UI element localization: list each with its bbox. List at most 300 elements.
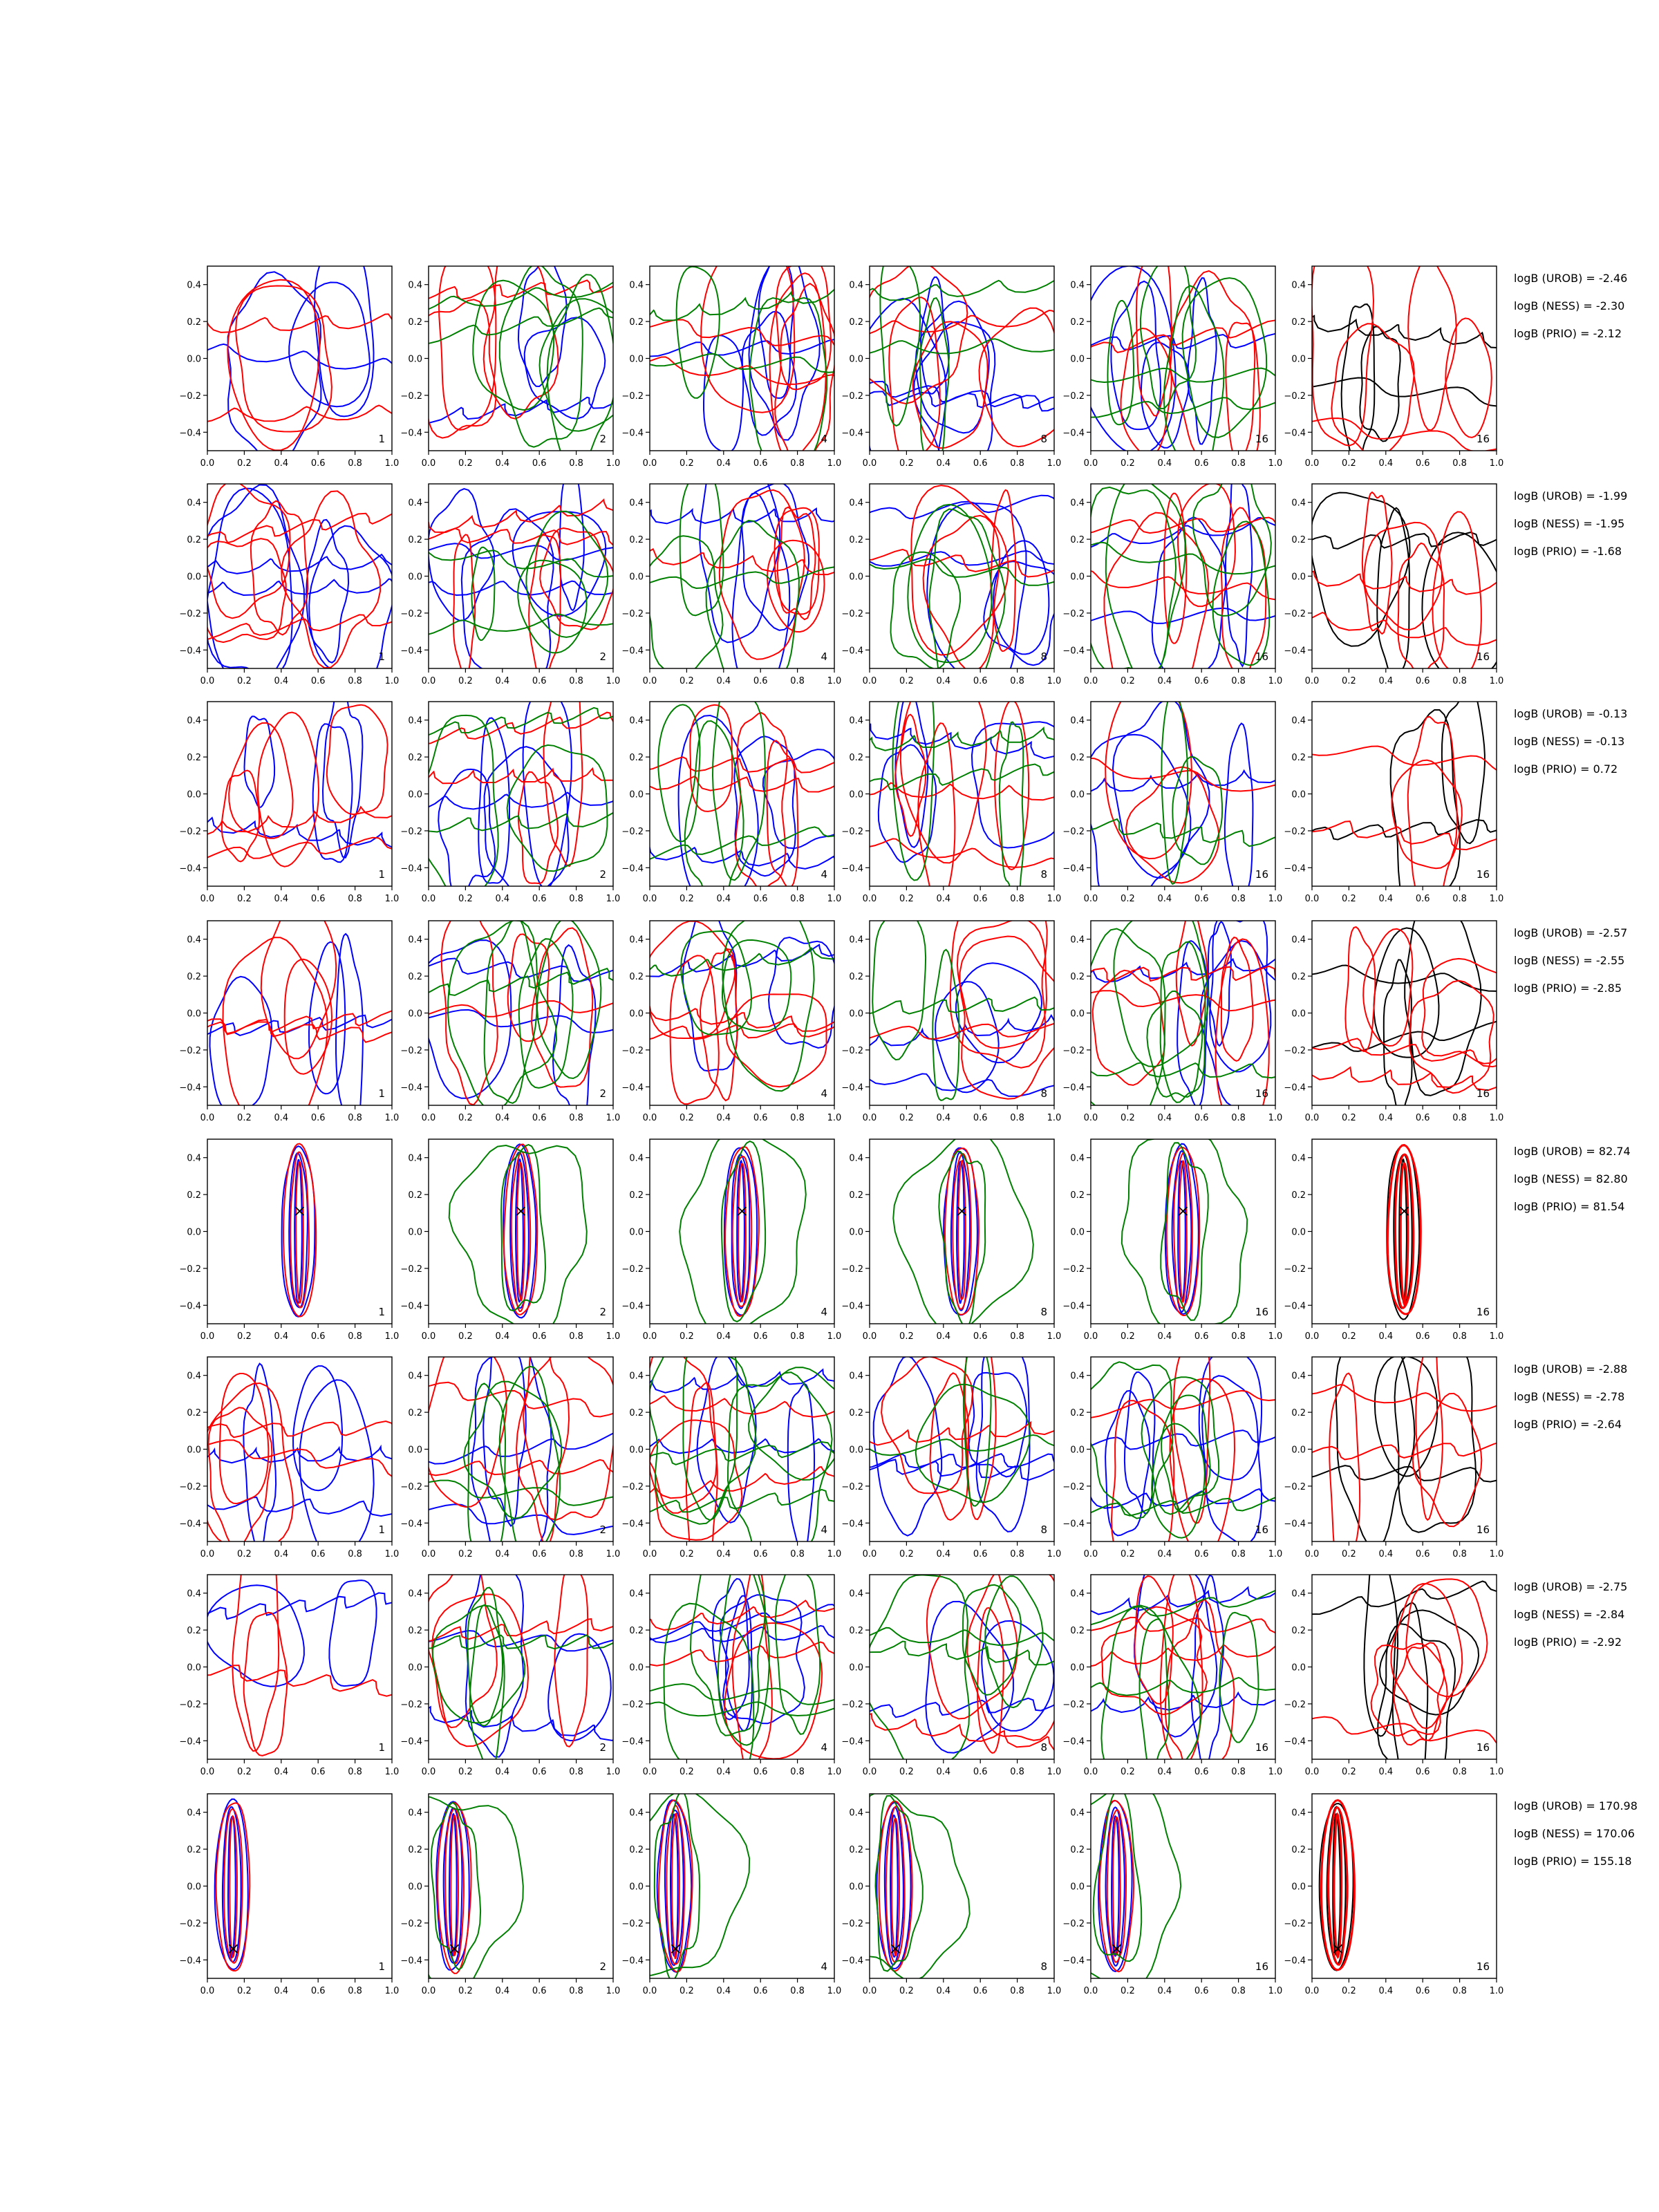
x-tick-label: 0.2: [1121, 1113, 1135, 1123]
panel-r7-c3: [621, 1532, 847, 1788]
x-tick-label: 0.8: [348, 1331, 362, 1342]
x-tick-label: 0.4: [716, 458, 731, 469]
axes-frame: [429, 702, 613, 886]
panel-corner-label: 2: [599, 1741, 606, 1754]
y-tick-label: 0.4: [1070, 1588, 1085, 1600]
panel-corner-label: 8: [1040, 1087, 1047, 1100]
y-tick-label: −0.2: [1284, 608, 1306, 619]
y-tick-label: −0.4: [621, 1736, 644, 1747]
red-contour: [991, 490, 1015, 651]
y-tick-label: 0.0: [1070, 1662, 1085, 1674]
x-tick-label: 0.4: [495, 1549, 510, 1559]
y-tick-label: 0.0: [187, 1882, 201, 1893]
y-tick-label: −0.4: [841, 1301, 863, 1312]
x-tick-label: 0.8: [1010, 1767, 1024, 1777]
panel-corner-label: 8: [1040, 1306, 1047, 1318]
x-tick-label: 1.0: [827, 894, 842, 904]
y-tick-label: 0.0: [629, 354, 644, 365]
panel-r6-c1: [179, 1357, 404, 1562]
blue-contour: [417, 543, 625, 560]
x-tick-label: 0.0: [1083, 894, 1098, 904]
x-tick-label: 0.8: [790, 1113, 805, 1123]
y-tick-label: 0.4: [1291, 1153, 1306, 1164]
contour-group: [641, 451, 849, 698]
blue-contour: [863, 1070, 1059, 1096]
contour-group: [638, 1532, 848, 1788]
x-tick-label: 0.2: [237, 458, 252, 469]
contour-group: [858, 1542, 1076, 1773]
x-tick-label: 0.6: [973, 458, 988, 469]
x-tick-label: 0.8: [1231, 1331, 1246, 1342]
axes-frame: [1091, 702, 1275, 886]
red-contour: [1300, 747, 1497, 771]
red-contour: [532, 928, 592, 1087]
panel-corner-label: 4: [821, 1741, 827, 1754]
y-tick-label: 0.0: [187, 1662, 201, 1674]
y-tick-label: 0.4: [187, 498, 201, 509]
y-tick-label: 0.2: [408, 317, 422, 328]
x-tick-label: 0.8: [790, 1767, 805, 1777]
x-tick-label: 0.2: [1121, 1767, 1135, 1777]
x-tick-label: 1.0: [606, 1549, 621, 1559]
y-tick-label: −0.2: [1062, 1264, 1085, 1275]
y-tick-label: 0.0: [849, 572, 863, 583]
x-tick-label: 0.2: [899, 1767, 914, 1777]
y-tick-label: −0.2: [1062, 1481, 1085, 1492]
x-tick-label: 0.6: [310, 1113, 326, 1123]
y-tick-label: −0.2: [621, 1045, 644, 1056]
blue-contour: [858, 1698, 1065, 1718]
x-tick-label: 0.2: [899, 894, 914, 904]
x-tick-label: 0.0: [421, 1986, 436, 1996]
red-contour: [1445, 318, 1492, 438]
x-tick-label: 0.2: [458, 894, 473, 904]
y-tick-label: −0.2: [179, 1918, 201, 1929]
panel-corner-label: 4: [821, 650, 827, 663]
blue-contour: [1080, 266, 1176, 455]
x-tick-label: 0.4: [716, 1331, 731, 1342]
x-tick-label: 0.2: [899, 676, 914, 686]
red-contour: [639, 1342, 717, 1512]
y-tick-label: −0.4: [621, 428, 644, 439]
x-tick-label: 0.8: [1231, 1767, 1246, 1777]
panel-r8-c3: [610, 1790, 842, 1996]
log-bayes-urob-row-1: logB (UROB) = -2.46: [1514, 272, 1628, 285]
x-tick-label: 0.8: [1010, 676, 1024, 686]
y-tick-label: 0.2: [1070, 972, 1085, 983]
x-tick-label: 0.8: [348, 1549, 362, 1559]
blue-contour: [421, 395, 627, 423]
panel-corner-label: 16: [1476, 1087, 1490, 1100]
x-tick-label: 0.4: [495, 894, 510, 904]
y-tick-label: −0.2: [841, 1045, 863, 1056]
y-tick-label: −0.4: [400, 1956, 422, 1967]
y-tick-label: −0.4: [1062, 428, 1085, 439]
contour-group: [863, 661, 1069, 918]
panel-r1-c6: [1284, 247, 1503, 469]
x-tick-label: 0.2: [1342, 458, 1356, 469]
x-tick-label: 0.0: [1083, 1113, 1098, 1123]
red-contour: [645, 776, 847, 792]
y-tick-label: −0.4: [1284, 863, 1306, 874]
y-tick-label: −0.2: [1062, 1045, 1085, 1056]
x-tick-label: 0.6: [532, 458, 547, 469]
log-bayes-urob-row-6: logB (UROB) = -2.88: [1514, 1362, 1628, 1376]
x-tick-label: 0.0: [862, 894, 877, 904]
x-tick-label: 0.2: [899, 458, 914, 469]
contour-group: [637, 897, 848, 1104]
blue-contour: [289, 283, 370, 407]
y-tick-label: −0.2: [1062, 826, 1085, 837]
x-tick-label: 1.0: [1047, 458, 1062, 469]
blue-contour: [1210, 912, 1271, 1071]
x-tick-label: 0.0: [200, 1113, 215, 1123]
x-tick-label: 0.8: [1452, 458, 1467, 469]
y-tick-label: −0.4: [400, 428, 422, 439]
panel-corner-label: 2: [599, 1306, 606, 1318]
y-tick-label: 0.4: [408, 1808, 422, 1819]
x-tick-label: 1.0: [1047, 1331, 1062, 1342]
x-tick-label: 0.2: [679, 1113, 694, 1123]
log-bayes-prio-row-1: logB (PRIO) = -2.12: [1514, 327, 1622, 340]
red-contour: [724, 1623, 822, 1759]
panel-r5-c3: [621, 1129, 841, 1342]
panel-r3-c5: [1062, 675, 1288, 918]
y-tick-label: −0.2: [841, 608, 863, 619]
log-bayes-prio-row-4: logB (PRIO) = -2.85: [1514, 982, 1622, 995]
panel-r7-c4: [841, 1542, 1076, 1778]
x-tick-label: 0.6: [1194, 894, 1209, 904]
x-tick-label: 1.0: [1047, 1549, 1062, 1559]
panel-corner-label: 4: [821, 1087, 827, 1100]
panel-r3-c1: [179, 680, 405, 904]
x-tick-label: 0.8: [1231, 1986, 1246, 1996]
y-tick-label: −0.4: [621, 1301, 644, 1312]
x-tick-label: 0.4: [1157, 894, 1172, 904]
y-tick-label: 0.4: [849, 1371, 863, 1382]
axes-frame: [207, 484, 392, 668]
y-tick-label: 0.2: [1070, 1408, 1085, 1419]
green-contour: [448, 921, 556, 1112]
panel-corner-label: 1: [378, 1741, 385, 1754]
panel-corner-label: 16: [1476, 433, 1490, 445]
panel-r2-c4: [841, 484, 1068, 693]
y-tick-label: 0.4: [408, 1371, 422, 1382]
y-tick-label: 0.0: [408, 789, 422, 800]
axes-frame: [429, 1357, 613, 1541]
log-bayes-ness-row-4: logB (NESS) = -2.55: [1514, 954, 1625, 967]
x-tick-label: 0.8: [1452, 1986, 1467, 1996]
contour-group: [415, 889, 625, 1128]
panel-r2-c5: [1062, 460, 1283, 705]
x-tick-label: 0.2: [237, 1331, 252, 1342]
x-tick-label: 0.4: [274, 1113, 289, 1123]
x-tick-label: 0.6: [310, 894, 326, 904]
y-tick-label: −0.4: [621, 646, 644, 657]
x-tick-label: 0.4: [936, 1986, 951, 1996]
x-tick-label: 0.6: [532, 1549, 547, 1559]
x-tick-label: 0.0: [1083, 676, 1098, 686]
x-tick-label: 0.2: [458, 1986, 473, 1996]
y-tick-label: 0.4: [408, 498, 422, 509]
y-tick-label: −0.4: [400, 1082, 422, 1094]
x-tick-label: 0.0: [421, 1331, 436, 1342]
y-tick-label: 0.0: [408, 1882, 422, 1893]
x-tick-label: 0.4: [495, 1767, 510, 1777]
red-contour: [290, 1152, 309, 1308]
panel-corner-label: 8: [1040, 868, 1047, 881]
x-tick-label: 0.0: [642, 1986, 657, 1996]
black-contour: [1312, 316, 1503, 348]
x-tick-label: 0.4: [1378, 1549, 1394, 1559]
y-tick-label: −0.2: [621, 1699, 644, 1710]
log-bayes-ness-row-8: logB (NESS) = 170.06: [1514, 1827, 1635, 1840]
contour-group: [416, 1322, 627, 1570]
y-tick-label: −0.2: [1284, 826, 1306, 837]
x-tick-label: 0.4: [495, 676, 510, 686]
y-tick-label: 0.2: [629, 317, 644, 328]
x-tick-label: 1.0: [1268, 1113, 1283, 1123]
x-tick-label: 0.0: [1304, 676, 1320, 686]
y-tick-label: −0.2: [179, 608, 201, 619]
contour-group: [194, 895, 406, 1145]
contour-group: [1300, 687, 1501, 912]
green-contour: [1078, 819, 1285, 846]
x-tick-label: 0.2: [1121, 1331, 1135, 1342]
blue-contour: [207, 554, 393, 574]
red-contour: [727, 994, 827, 1087]
y-tick-label: 0.4: [849, 280, 863, 291]
y-tick-label: −0.4: [400, 1519, 422, 1530]
y-tick-label: −0.2: [1284, 1481, 1306, 1492]
red-contour: [637, 1022, 848, 1040]
y-tick-label: 0.2: [629, 1626, 644, 1637]
y-tick-label: 0.2: [849, 972, 863, 983]
x-tick-label: 0.0: [642, 1113, 657, 1123]
y-tick-label: −0.2: [400, 1699, 422, 1710]
log-bayes-prio-row-3: logB (PRIO) = 0.72: [1514, 762, 1618, 776]
x-tick-label: 1.0: [606, 676, 621, 686]
panel-r2-c6: [1284, 484, 1507, 686]
axes-frame: [207, 921, 392, 1105]
y-tick-label: 0.2: [1070, 1626, 1085, 1637]
y-tick-label: 0.0: [187, 1227, 201, 1238]
y-tick-label: 0.2: [849, 535, 863, 546]
panel-corner-label: 16: [1255, 1306, 1268, 1318]
y-tick-label: 0.0: [849, 1445, 863, 1456]
y-tick-label: 0.0: [408, 354, 422, 365]
log-bayes-urob-row-5: logB (UROB) = 82.74: [1514, 1145, 1631, 1158]
green-contour: [1087, 1062, 1284, 1078]
axes-frame: [650, 702, 834, 886]
red-contour: [202, 807, 405, 837]
x-tick-label: 0.0: [642, 458, 657, 469]
x-tick-label: 0.4: [936, 894, 951, 904]
x-tick-label: 0.6: [1415, 1549, 1430, 1559]
x-tick-label: 0.2: [237, 894, 252, 904]
y-tick-label: 0.2: [1070, 1845, 1085, 1856]
y-tick-label: −0.4: [179, 863, 201, 874]
panel-corner-label: 1: [378, 433, 385, 445]
panel-corner-label: 2: [599, 1087, 606, 1100]
contour-group: [636, 1306, 856, 1585]
y-tick-label: 0.2: [187, 753, 201, 764]
y-tick-label: −0.4: [400, 646, 422, 657]
red-contour: [1170, 271, 1255, 461]
y-tick-label: 0.2: [629, 1190, 644, 1201]
y-tick-label: −0.4: [400, 863, 422, 874]
x-tick-label: 0.0: [200, 1331, 215, 1342]
y-tick-label: 0.2: [1070, 1190, 1085, 1201]
y-tick-label: 0.2: [187, 1626, 201, 1637]
contour-group: [196, 1540, 399, 1756]
blue-contour: [415, 959, 624, 982]
x-tick-label: 0.2: [1342, 676, 1356, 686]
blue-contour: [438, 769, 495, 899]
x-tick-label: 0.0: [862, 1113, 877, 1123]
x-tick-label: 0.2: [679, 1986, 694, 1996]
x-tick-label: 1.0: [384, 1331, 400, 1342]
x-tick-label: 0.6: [753, 894, 768, 904]
y-tick-label: 0.0: [187, 572, 201, 583]
blue-contour: [1177, 941, 1208, 1107]
x-tick-label: 1.0: [827, 1331, 842, 1342]
y-tick-label: 0.2: [629, 1845, 644, 1856]
y-tick-label: 0.4: [408, 1588, 422, 1600]
red-contour: [967, 1565, 1076, 1740]
x-tick-label: 0.6: [310, 1986, 326, 1996]
blue-contour: [416, 1504, 627, 1535]
y-tick-label: −0.4: [841, 1519, 863, 1530]
panel-corner-label: 16: [1255, 868, 1268, 881]
y-tick-label: 0.4: [408, 715, 422, 727]
y-tick-label: −0.4: [179, 1301, 201, 1312]
y-tick-label: −0.4: [841, 1736, 863, 1747]
y-tick-label: −0.4: [1062, 646, 1085, 657]
y-tick-label: −0.4: [1284, 428, 1306, 439]
red-contour: [886, 1806, 905, 1962]
x-tick-label: 0.2: [1342, 1549, 1356, 1559]
x-tick-label: 0.4: [1378, 458, 1394, 469]
x-tick-label: 0.4: [936, 1549, 951, 1559]
y-tick-label: 0.4: [187, 280, 201, 291]
x-tick-label: 1.0: [827, 1767, 842, 1777]
panel-r4-c3: [621, 897, 847, 1123]
y-tick-label: 0.0: [849, 1662, 863, 1674]
x-tick-label: 0.2: [458, 1331, 473, 1342]
green-contour: [864, 1435, 1054, 1455]
green-contour: [679, 1129, 806, 1335]
log-bayes-ness-row-5: logB (NESS) = 82.80: [1514, 1172, 1628, 1185]
y-tick-label: 0.0: [629, 1445, 644, 1456]
y-tick-label: −0.4: [1284, 1519, 1306, 1530]
y-tick-label: 0.0: [187, 354, 201, 365]
panel-corner-label: 2: [599, 650, 606, 663]
panel-corner-label: 2: [599, 868, 606, 881]
x-tick-label: 0.8: [1010, 1113, 1024, 1123]
y-tick-label: −0.2: [179, 826, 201, 837]
x-tick-label: 1.0: [384, 458, 400, 469]
green-contour: [433, 1606, 525, 1723]
x-tick-label: 0.4: [1378, 894, 1394, 904]
green-contour: [864, 1575, 969, 1772]
y-tick-label: −0.2: [621, 1264, 644, 1275]
x-tick-label: 0.6: [1415, 458, 1430, 469]
y-tick-label: 0.2: [187, 317, 201, 328]
x-tick-label: 0.0: [1083, 1767, 1098, 1777]
x-tick-label: 0.4: [716, 1549, 731, 1559]
y-tick-label: −0.4: [841, 863, 863, 874]
contour-group: [282, 1144, 317, 1317]
x-tick-label: 0.2: [1342, 1113, 1356, 1123]
x-tick-label: 0.0: [862, 676, 877, 686]
green-contour: [1140, 1619, 1170, 1771]
y-tick-label: 0.2: [187, 972, 201, 983]
y-tick-label: −0.2: [621, 1481, 644, 1492]
red-contour: [261, 895, 336, 1058]
x-tick-label: 0.8: [1010, 1549, 1024, 1559]
red-contour: [1090, 758, 1288, 791]
x-tick-label: 0.8: [790, 1549, 805, 1559]
x-tick-label: 0.4: [1157, 1331, 1172, 1342]
x-tick-label: 1.0: [1489, 1767, 1504, 1777]
panel-corner-label: 16: [1476, 1960, 1490, 1973]
y-tick-label: −0.2: [621, 826, 644, 837]
x-tick-label: 0.4: [716, 1113, 731, 1123]
contour-group: [856, 485, 1068, 693]
y-tick-label: 0.0: [1070, 354, 1085, 365]
blue-contour: [196, 1593, 394, 1620]
contour-group: [1078, 1557, 1288, 1803]
panel-r1-c4: [841, 250, 1067, 488]
red-contour: [856, 550, 1068, 577]
y-tick-label: 0.0: [1291, 789, 1306, 800]
blue-contour: [306, 520, 348, 663]
y-tick-label: −0.2: [400, 1918, 422, 1929]
x-tick-label: 0.6: [1194, 1986, 1209, 1996]
x-tick-label: 0.2: [1342, 1986, 1356, 1996]
panel-r6-c3: [621, 1306, 856, 1585]
y-tick-label: 0.0: [1291, 1662, 1306, 1674]
axes-frame: [1312, 702, 1497, 886]
y-tick-label: 0.0: [1291, 1009, 1306, 1020]
blue-contour: [683, 902, 738, 1071]
panel-r4-c1: [179, 895, 406, 1145]
x-tick-label: 0.8: [569, 1767, 583, 1777]
x-tick-label: 1.0: [1489, 1549, 1504, 1559]
red-contour: [637, 320, 837, 350]
y-tick-label: 0.0: [1291, 1227, 1306, 1238]
y-tick-label: −0.2: [621, 608, 644, 619]
x-tick-label: 0.0: [200, 1986, 215, 1996]
y-tick-label: −0.2: [1284, 1045, 1306, 1056]
x-tick-label: 0.6: [1194, 1767, 1209, 1777]
green-contour: [728, 1372, 832, 1578]
y-tick-label: −0.2: [1062, 1918, 1085, 1929]
x-tick-label: 0.2: [899, 1331, 914, 1342]
x-tick-label: 0.0: [421, 1767, 436, 1777]
panel-r3-c4: [841, 661, 1068, 918]
x-tick-label: 0.6: [753, 458, 768, 469]
y-tick-label: 0.0: [1291, 1882, 1306, 1893]
x-tick-label: 0.8: [348, 1113, 362, 1123]
y-tick-label: −0.4: [621, 1082, 644, 1094]
y-tick-label: 0.4: [629, 1371, 644, 1382]
panel-r3-c6: [1284, 687, 1503, 912]
blue-contour: [1134, 1557, 1217, 1737]
panel-corner-label: 4: [821, 1306, 827, 1318]
panel-r3-c2: [400, 666, 626, 904]
